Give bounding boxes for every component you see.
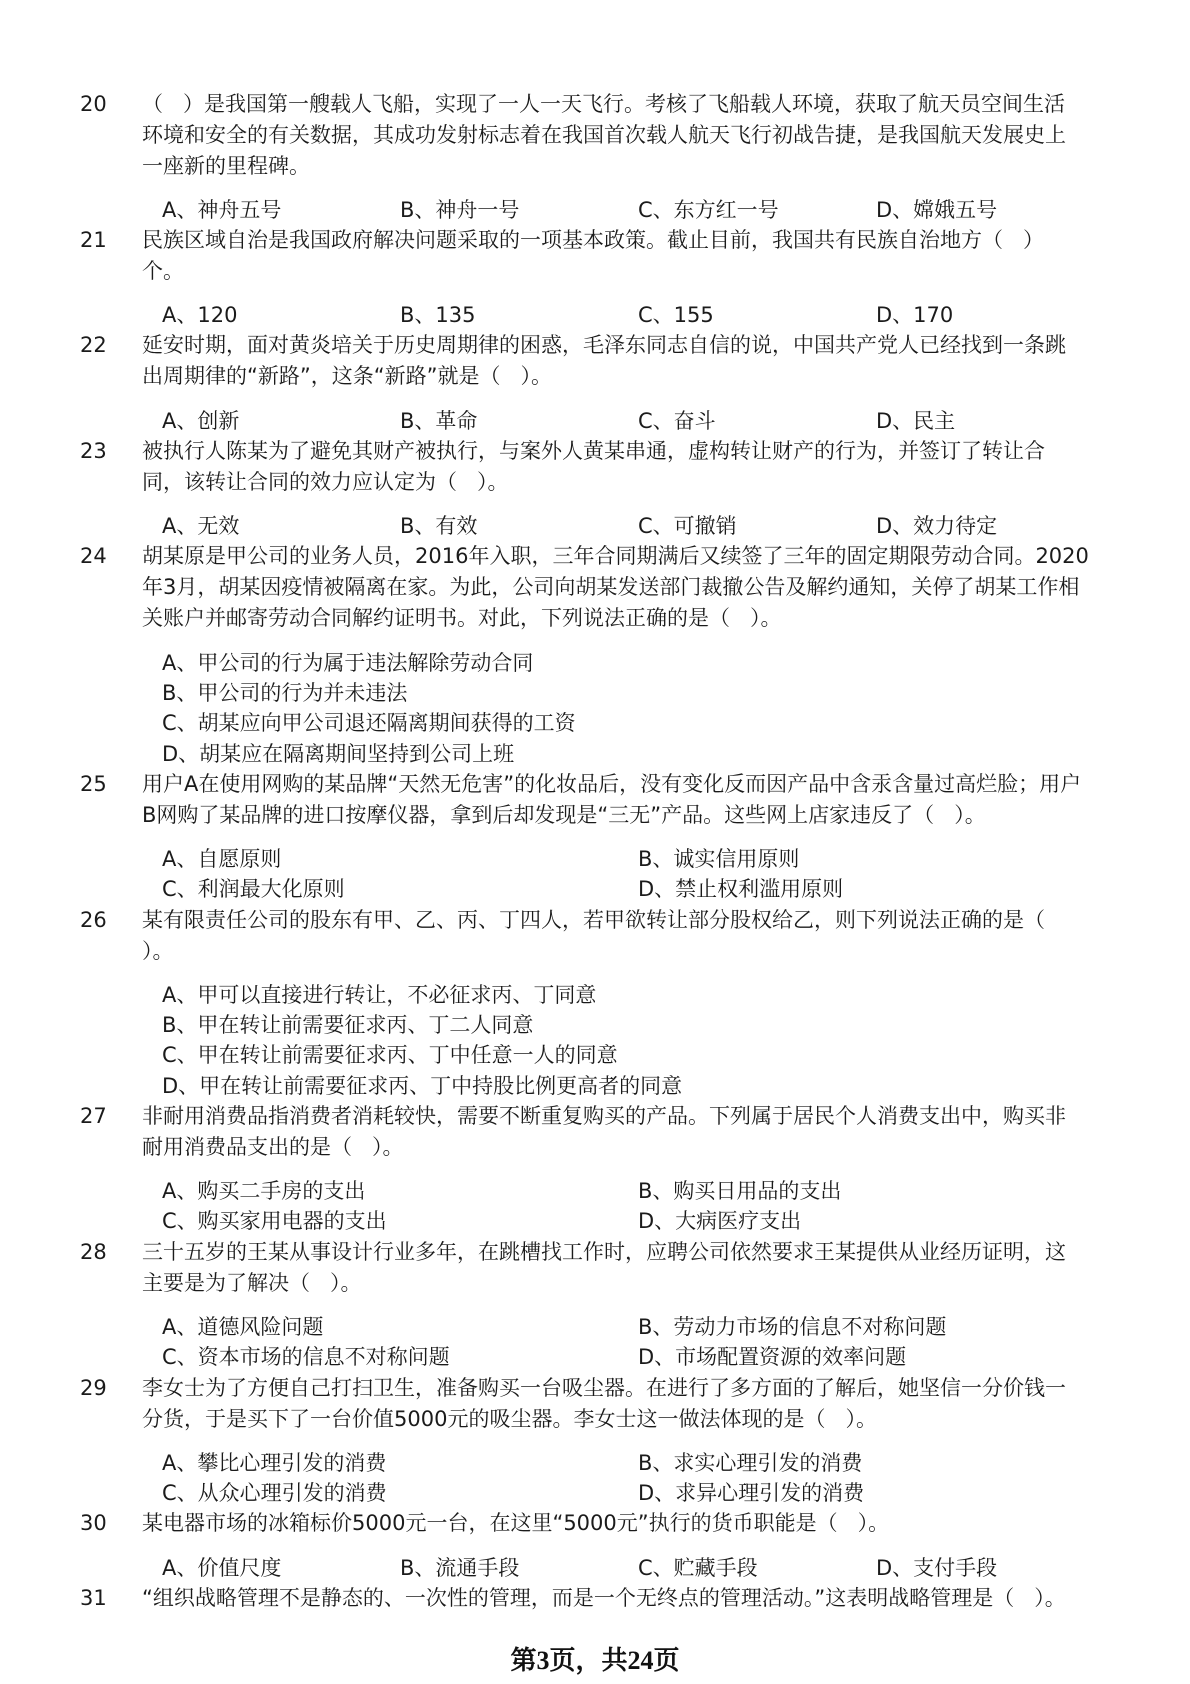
question-number: 23 bbox=[80, 438, 107, 463]
question-27-options bbox=[0, 1176, 1190, 1237]
question-text-line: 环境和安全的有关数据，其成功发射标志着在我国首次载人航天飞行初战告捷，是我国航天发展史上 bbox=[142, 122, 1066, 147]
question-text-line: 某有限责任公司的股东有甲、乙、丙、丁四人，若甲欲转让部分股权给乙，则下列说法正确的是（ bbox=[142, 907, 1045, 932]
question-text-line: 分货，于是买下了一台价值5000元的吸尘器。李女士这一做法体现的是（ ）。 bbox=[142, 1406, 877, 1431]
question-28-options bbox=[0, 1312, 1190, 1373]
option-c: C、利润最大化原则 bbox=[162, 877, 345, 902]
question-number: 26 bbox=[80, 907, 107, 932]
option-row bbox=[0, 1448, 1190, 1478]
question-31 bbox=[0, 1583, 1190, 1614]
option-c: C、胡某应向甲公司退还隔离期间获得的工资 bbox=[162, 711, 576, 736]
option-c: C、资本市场的信息不对称问题 bbox=[162, 1345, 450, 1370]
option-row bbox=[0, 844, 1190, 874]
question-text-line: （ ）是我国第一艘载人飞船，实现了一人一天飞行。考核了飞船载人环境，获取了航天员空间生活 bbox=[142, 91, 1066, 116]
option-d: D、170 bbox=[876, 303, 954, 328]
question-25-options bbox=[0, 844, 1190, 905]
option-b: B、神舟一号 bbox=[400, 197, 520, 222]
option-b: B、流通手段 bbox=[400, 1555, 520, 1580]
question-20-options bbox=[0, 195, 1190, 225]
question-number: 28 bbox=[80, 1239, 107, 1264]
option-b: B、求实心理引发的消费 bbox=[638, 1450, 863, 1475]
option-b: B、有效 bbox=[400, 514, 478, 539]
option-b: B、革命 bbox=[400, 408, 478, 433]
option-row bbox=[0, 1071, 1190, 1101]
option-a: A、道德风险问题 bbox=[162, 1314, 324, 1339]
option-row bbox=[0, 511, 1190, 541]
question-26 bbox=[0, 905, 1190, 967]
question-text-line: “组织战略管理不是静态的、一次性的管理，而是一个无终点的管理活动。”这表明战略管理是（ ）。 bbox=[142, 1585, 1066, 1610]
question-30 bbox=[0, 1508, 1190, 1539]
option-a: A、甲公司的行为属于违法解除劳动合同 bbox=[162, 650, 534, 675]
option-c: C、从众心理引发的消费 bbox=[162, 1481, 387, 1506]
option-c: C、甲在转让前需要征求丙、丁中任意一人的同意 bbox=[162, 1043, 618, 1068]
question-text-line: 一座新的里程碑。 bbox=[142, 153, 310, 178]
option-b: B、劳动力市场的信息不对称问题 bbox=[638, 1314, 947, 1339]
question-number: 25 bbox=[80, 771, 107, 796]
question-29 bbox=[0, 1373, 1190, 1435]
option-a: A、无效 bbox=[162, 514, 240, 539]
option-b: B、甲在转让前需要征求丙、丁二人同意 bbox=[162, 1013, 534, 1038]
option-row bbox=[0, 1553, 1190, 1583]
option-row bbox=[0, 874, 1190, 904]
question-text-line: 李女士为了方便自己打扫卫生，准备购买一台吸尘器。在进行了多方面的了解后，她坚信一分价钱一 bbox=[142, 1375, 1066, 1400]
option-a: A、甲可以直接进行转让，不必征求丙、丁同意 bbox=[162, 982, 597, 1007]
option-d: D、大病医疗支出 bbox=[638, 1209, 802, 1234]
option-a: A、神舟五号 bbox=[162, 197, 282, 222]
option-row bbox=[0, 1176, 1190, 1206]
question-29-options bbox=[0, 1448, 1190, 1509]
question-text-line: 主要是为了解决（ ）。 bbox=[142, 1270, 362, 1295]
question-text-line: 被执行人陈某为了避免其财产被执行，与案外人黄某串通，虚构转让财产的行为，并签订了转让合 bbox=[142, 438, 1045, 463]
option-row bbox=[0, 739, 1190, 769]
question-23 bbox=[0, 436, 1190, 498]
option-c: C、奋斗 bbox=[638, 408, 716, 433]
question-number: 30 bbox=[80, 1511, 107, 1536]
question-30-options bbox=[0, 1553, 1190, 1583]
question-25 bbox=[0, 769, 1190, 831]
option-row bbox=[0, 406, 1190, 436]
option-b: B、甲公司的行为并未违法 bbox=[162, 680, 408, 705]
option-d: D、支付手段 bbox=[876, 1555, 998, 1580]
option-row bbox=[0, 1206, 1190, 1236]
option-b: B、135 bbox=[400, 303, 476, 328]
option-row bbox=[0, 1312, 1190, 1342]
option-a: A、攀比心理引发的消费 bbox=[162, 1450, 387, 1475]
question-number: 31 bbox=[80, 1585, 107, 1610]
option-a: A、购买二手房的支出 bbox=[162, 1179, 366, 1204]
question-text-line: 出周期律的“新路”，这条“新路”就是（ ）。 bbox=[142, 364, 553, 389]
question-number: 29 bbox=[80, 1375, 107, 1400]
question-list bbox=[0, 89, 1190, 1614]
question-26-options bbox=[0, 980, 1190, 1101]
option-d: D、禁止权利滥用原则 bbox=[638, 877, 844, 902]
option-a: A、120 bbox=[162, 303, 238, 328]
question-text-line: 年3月，胡某因疫情被隔离在家。为此，公司向胡某发送部门裁撤公告及解约通知，关停了胡某工作相 bbox=[142, 575, 1080, 600]
question-number: 21 bbox=[80, 227, 107, 252]
option-row bbox=[0, 708, 1190, 738]
option-d: D、甲在转让前需要征求丙、丁中持股比例更高者的同意 bbox=[162, 1073, 683, 1098]
question-text-line: 胡某原是甲公司的业务人员，2016年入职，三年合同期满后又续签了三年的固定期限劳动合同。2020 bbox=[142, 544, 1089, 569]
question-text-line: 用户A在使用网购的某品牌“天然无危害”的化妆品后，没有变化反而因产品中含汞含量过高烂脸；用户 bbox=[142, 771, 1082, 796]
page-footer: 第3页，共24页 bbox=[510, 1646, 680, 1675]
question-text-line: 非耐用消费品指消费者消耗较快，需要不断重复购买的产品。下列属于居民个人消费支出中，购买非 bbox=[142, 1103, 1066, 1128]
option-row bbox=[0, 1040, 1190, 1070]
question-text-line: 同，该转让合同的效力应认定为（ ）。 bbox=[142, 469, 509, 494]
option-c: C、贮藏手段 bbox=[638, 1555, 758, 1580]
option-c: C、155 bbox=[638, 303, 714, 328]
question-text-line: 关账户并邮寄劳动合同解约证明书。对此，下列说法正确的是（ ）。 bbox=[142, 606, 782, 631]
question-22 bbox=[0, 330, 1190, 392]
option-row bbox=[0, 1010, 1190, 1040]
option-c: C、可撤销 bbox=[638, 514, 737, 539]
question-text-line: 民族区域自治是我国政府解决问题采取的一项基本政策。截止目前，我国共有民族自治地方（ ） bbox=[142, 227, 1045, 252]
question-number: 22 bbox=[80, 333, 107, 358]
option-row bbox=[0, 678, 1190, 708]
question-21-options bbox=[0, 300, 1190, 330]
option-a: A、创新 bbox=[162, 408, 240, 433]
question-21 bbox=[0, 225, 1190, 287]
option-row bbox=[0, 195, 1190, 225]
option-a: A、价值尺度 bbox=[162, 1555, 282, 1580]
question-text-line: 三十五岁的王某从事设计行业多年，在跳槽找工作时，应聘公司依然要求王某提供从业经历证明，这 bbox=[142, 1239, 1066, 1264]
option-row bbox=[0, 980, 1190, 1010]
option-b: B、诚实信用原则 bbox=[638, 847, 800, 871]
question-number: 24 bbox=[80, 544, 107, 569]
question-text-line: 延安时期，面对黄炎培关于历史周期律的困惑，毛泽东同志自信的说，中国共产党人已经找到一条跳 bbox=[142, 333, 1066, 358]
question-20 bbox=[0, 89, 1190, 182]
question-number: 27 bbox=[80, 1103, 107, 1128]
question-text-line: ）。 bbox=[142, 938, 174, 963]
option-d: D、嫦娥五号 bbox=[876, 197, 998, 222]
option-row bbox=[0, 300, 1190, 330]
question-text-line: 个。 bbox=[142, 258, 184, 283]
question-24 bbox=[0, 541, 1190, 634]
option-d: D、民主 bbox=[876, 408, 956, 433]
option-row bbox=[0, 1342, 1190, 1372]
option-row bbox=[0, 1478, 1190, 1508]
question-text-line: 某电器市场的冰箱标价5000元一台，在这里“5000元”执行的货币职能是（ ）。 bbox=[142, 1511, 890, 1536]
question-28 bbox=[0, 1237, 1190, 1299]
option-row bbox=[0, 648, 1190, 678]
option-a: A、自愿原则 bbox=[162, 847, 282, 871]
option-c: C、东方红一号 bbox=[638, 197, 779, 222]
question-text-line: 耐用消费品支出的是（ ）。 bbox=[142, 1134, 404, 1159]
question-27 bbox=[0, 1101, 1190, 1163]
question-23-options bbox=[0, 511, 1190, 541]
option-d: D、求异心理引发的消费 bbox=[638, 1481, 865, 1506]
question-22-options bbox=[0, 406, 1190, 436]
option-d: D、市场配置资源的效率问题 bbox=[638, 1345, 907, 1370]
question-text-line: B网购了某品牌的进口按摩仪器，拿到后却发现是“三无”产品。这些网上店家违反了（ ）。 bbox=[142, 802, 986, 827]
option-b: B、购买日用品的支出 bbox=[638, 1179, 842, 1204]
option-d: D、效力待定 bbox=[876, 514, 998, 539]
option-c: C、购买家用电器的支出 bbox=[162, 1209, 387, 1234]
option-d: D、胡某应在隔离期间坚持到公司上班 bbox=[162, 741, 515, 766]
question-number: 20 bbox=[80, 91, 107, 116]
question-24-options bbox=[0, 648, 1190, 769]
